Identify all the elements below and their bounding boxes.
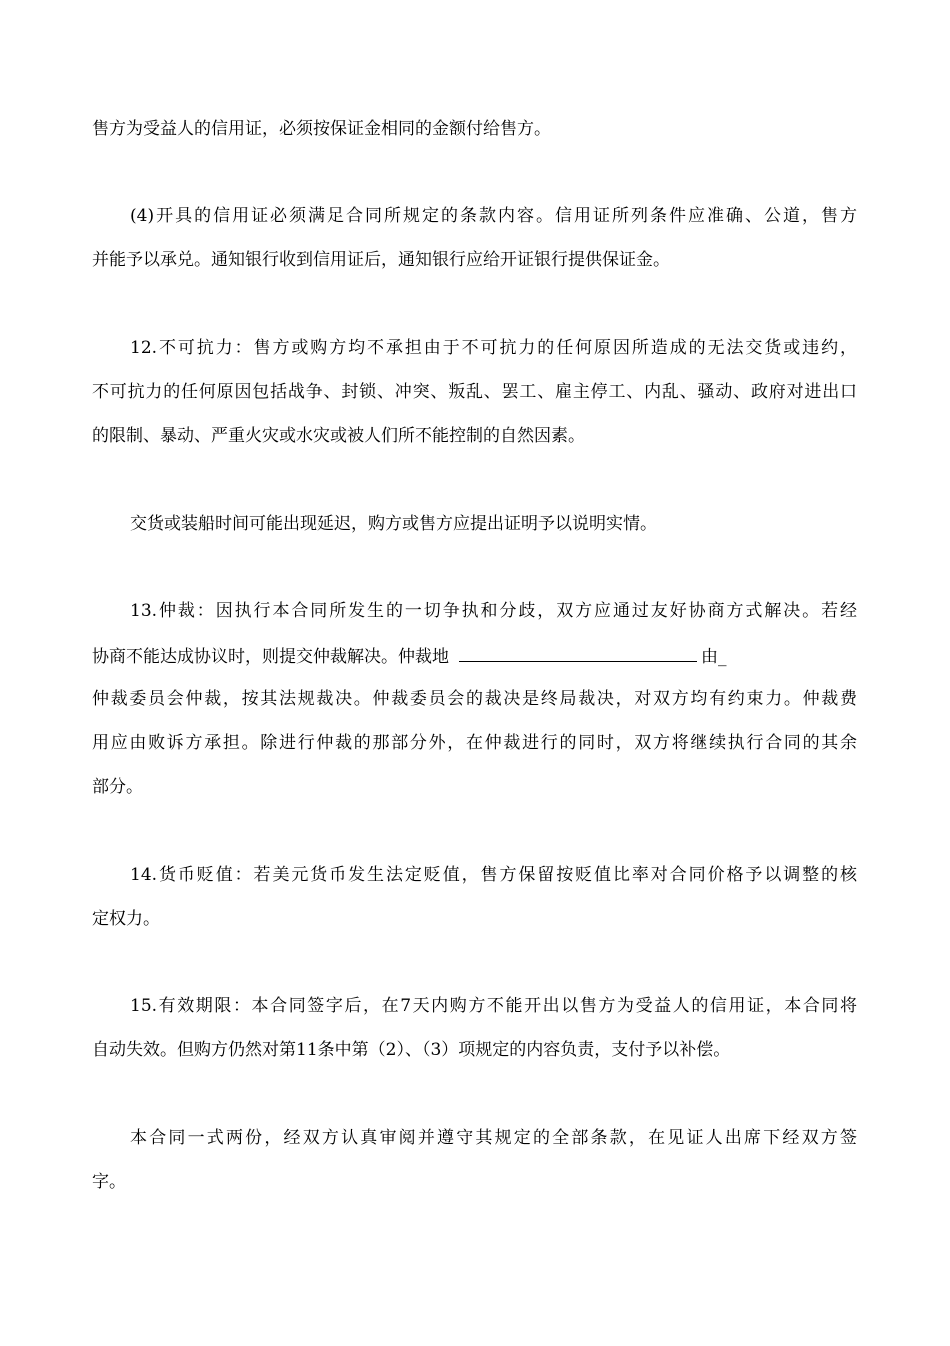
text-segment: 由_ <box>701 647 727 667</box>
text-line: 字。 <box>92 1172 126 1192</box>
text-line: 不可抗力的任何原因包括战争、封锁、冲突、叛乱、罢工、雇主停工、内乱、骚动、政府对进出口 <box>92 382 857 402</box>
text-line: 15.有效期限：本合同签字后，在7天内购方不能开出以售方为受益人的信用证，本合同将 <box>130 996 857 1016</box>
text-line: 自动失效。但购方仍然对第11条中第（2）、（3）项规定的内容负责，支付予以补偿。 <box>92 1040 731 1060</box>
text-line: 并能予以承兑。通知银行收到信用证后，通知银行应给开证银行提供保证金。 <box>92 250 670 270</box>
text-line: 用应由败诉方承担。除进行仲裁的那部分外，在仲裁进行的同时，双方将继续执行合同的其余 <box>92 733 857 753</box>
text-line: 12.不可抗力：售方或购方均不承担由于不可抗力的任何原因所造成的无法交货或违约， <box>130 338 857 358</box>
arbitration-place-blank[interactable] <box>459 645 697 662</box>
text-line-with-blank <box>92 645 727 667</box>
text-line: 13.仲裁：因执行本合同所发生的一切争执和分歧，双方应通过友好协商方式解决。若经 <box>130 601 857 621</box>
text-line: 部分。 <box>92 777 143 797</box>
text-line: 本合同一式两份，经双方认真审阅并遵守其规定的全部条款，在见证人出席下经双方签 <box>130 1128 857 1148</box>
text-line: 定权力。 <box>92 909 160 929</box>
text-line: 售方为受益人的信用证，必须按保证金相同的金额付给售方。 <box>92 119 551 139</box>
text-line: 的限制、暴动、严重火灾或水灾或被人们所不能控制的自然因素。 <box>92 426 585 446</box>
text-line: 交货或装船时间可能出现延迟，购方或售方应提出证明予以说明实情。 <box>130 514 657 534</box>
text-line: (4)开具的信用证必须满足合同所规定的条款内容。信用证所列条件应准确、公道，售方 <box>130 206 857 226</box>
text-line: 14.货币贬值：若美元货币发生法定贬值，售方保留按贬值比率对合同价格予以调整的核 <box>130 865 857 885</box>
text-segment: 协商不能达成协议时，则提交仲裁解决。仲裁地 <box>92 647 449 667</box>
text-line: 仲裁委员会仲裁，按其法规裁决。仲裁委员会的裁决是终局裁决，对双方均有约束力。仲裁费 <box>92 689 857 709</box>
